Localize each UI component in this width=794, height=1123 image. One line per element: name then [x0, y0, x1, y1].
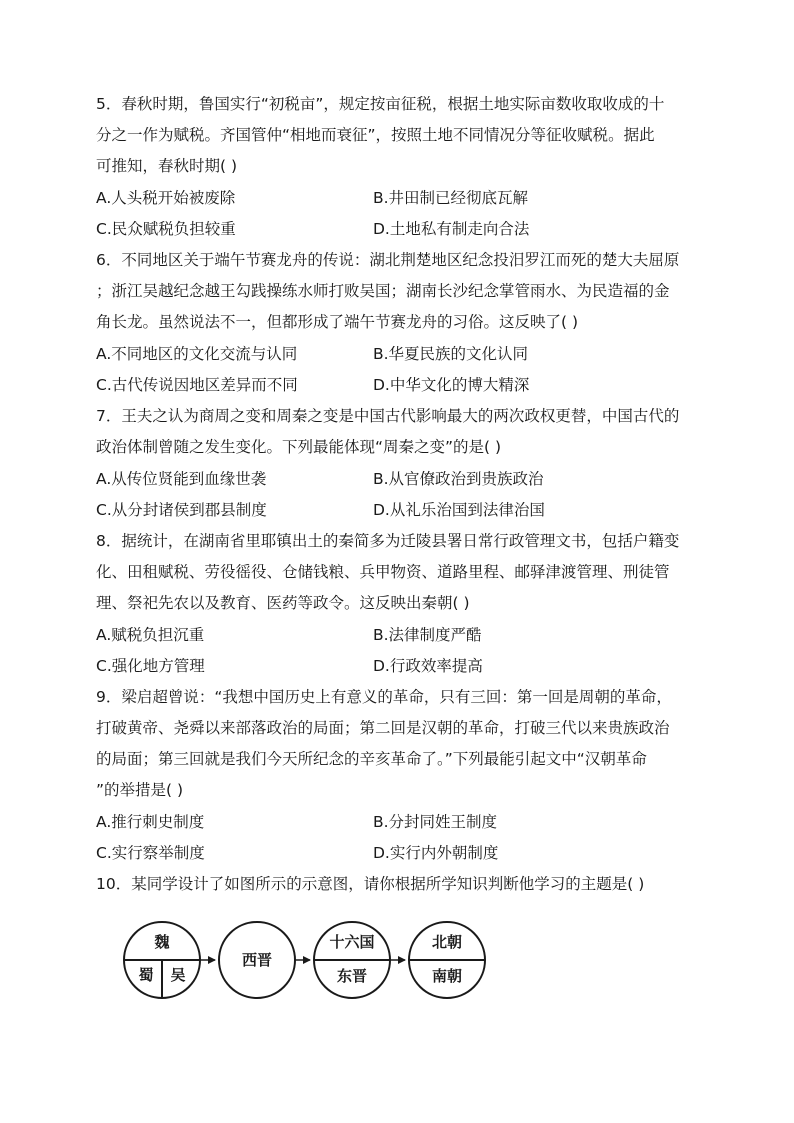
q5-option-c[interactable]: C.民众赋税负担较重	[96, 220, 236, 238]
q5-line-2: 分之一作为赋税。齐国管仲“相地而衰征”，按照土地不同情况分等征收赋税。据此	[96, 126, 655, 144]
label-wei: 魏	[154, 933, 170, 951]
q7-option-a[interactable]: A.从传位贤能到血缘世袭	[96, 470, 267, 488]
q6-option-a[interactable]: A.不同地区的文化交流与认同	[96, 345, 298, 363]
circle-three-kingdoms	[124, 922, 200, 998]
q8-option-a[interactable]: A.赋税负担沉重	[96, 626, 205, 644]
q5-option-d[interactable]: D.土地私有制走向合法	[373, 220, 530, 238]
q6-option-d[interactable]: D.中华文化的博大精深	[373, 376, 530, 394]
q7-line-1: 7．王夫之认为商周之变和周秦之变是中国古代影响最大的两次政权更替，中国古代的	[96, 407, 680, 425]
q9-option-d[interactable]: D.实行内外朝制度	[373, 844, 499, 862]
q8-line-3: 理、祭祀先农以及教育、医药等政令。这反映出秦朝( )	[96, 594, 470, 612]
label-sixteen-kingdoms: 十六国	[329, 933, 375, 951]
q9-line-4: ”的举措是( )	[96, 781, 184, 799]
q9-option-a[interactable]: A.推行刺史制度	[96, 813, 205, 831]
label-western-jin: 西晋	[241, 951, 273, 969]
q8-option-c[interactable]: C.强化地方管理	[96, 657, 205, 675]
q9-option-b[interactable]: B.分封同姓王制度	[373, 813, 498, 831]
q9-option-c[interactable]: C.实行察举制度	[96, 844, 205, 862]
q5-option-b[interactable]: B.井田制已经彻底瓦解	[373, 189, 529, 207]
label-shu: 蜀	[138, 966, 154, 984]
q9-line-3: 的局面；第三回就是我们今天所纪念的辛亥革命了。”下列最能引起文中“汉朝革命	[96, 750, 647, 768]
q6-line-2: ；浙江吴越纪念越王勾践操练水师打败吴国；湖南长沙纪念掌管雨水、为民造福的金	[96, 282, 670, 300]
q7-option-b[interactable]: B.从官僚政治到贵族政治	[373, 470, 544, 488]
circle-northern-southern	[409, 922, 485, 998]
q8-option-d[interactable]: D.行政效率提高	[373, 657, 483, 675]
label-eastern-jin: 东晋	[336, 967, 368, 985]
label-wu: 吴	[170, 966, 186, 984]
q8-option-b[interactable]: B.法律制度严酷	[373, 626, 482, 644]
q10-line-1: 10．某同学设计了如图所示的示意图，请你根据所学知识判断他学习的主题是( )	[96, 875, 645, 893]
q6-option-c[interactable]: C.古代传说因地区差异而不同	[96, 376, 298, 394]
q8-line-2: 化、田租赋税、劳役徭役、仓储钱粮、兵甲物资、道路里程、邮驿津渡管理、刑徒管	[96, 563, 670, 581]
q7-option-d[interactable]: D.从礼乐治国到法律治国	[373, 501, 545, 519]
q7-option-c[interactable]: C.从分封诸侯到郡县制度	[96, 501, 267, 519]
q5-option-a[interactable]: A.人头税开始被废除	[96, 189, 236, 207]
label-northern-dynasties: 北朝	[431, 933, 463, 951]
q7-line-2: 政治体制曾随之发生变化。下列最能体现“周秦之变”的是( )	[96, 438, 502, 456]
dynasty-diagram	[120, 918, 500, 1002]
circle-western-jin	[219, 922, 295, 998]
q5-line-1: 5．春秋时期，鲁国实行“初税亩”，规定按亩征税，根据土地实际亩数收取收成的十	[96, 95, 665, 113]
q9-line-2: 打破黄帝、尧舜以来部落政治的局面；第二回是汉朝的革命，打破三代以来贵族政治	[96, 719, 670, 737]
circle-sixteen-kingdoms	[314, 922, 390, 998]
q5-line-3: 可推知，春秋时期( )	[96, 157, 238, 175]
label-southern-dynasties: 南朝	[431, 967, 463, 985]
q9-line-1: 9．梁启超曾说：“我想中国历史上有意义的革命，只有三回：第一回是周朝的革命，	[96, 688, 672, 706]
q6-line-1: 6．不同地区关于端午节赛龙舟的传说：湖北荆楚地区纪念投汨罗江而死的楚大夫屈原	[96, 251, 680, 269]
q6-line-3: 角长龙。虽然说法不一，但都形成了端午节赛龙舟的习俗。这反映了( )	[96, 313, 579, 331]
q8-line-1: 8．据统计，在湖南省里耶镇出土的秦简多为迁陵县署日常行政管理文书，包括户籍变	[96, 532, 680, 550]
q6-option-b[interactable]: B.华夏民族的文化认同	[373, 345, 529, 363]
